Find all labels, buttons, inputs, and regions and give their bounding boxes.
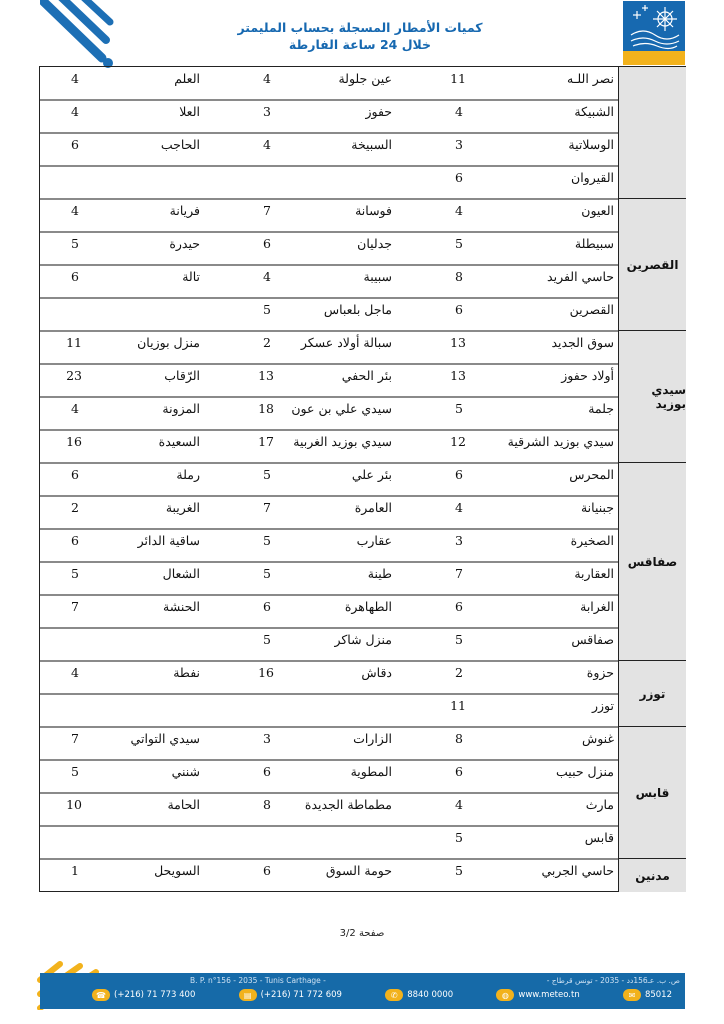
station-name: السعيدة: [158, 434, 200, 449]
contact-sms: [623, 989, 672, 1001]
table-row: [40, 496, 618, 529]
table-row: [40, 166, 618, 199]
station-name: حيدرة: [169, 236, 200, 251]
logo-emblem-icon: [623, 1, 685, 51]
rainfall-value: 7: [71, 731, 79, 746]
station-name: المطوية: [350, 764, 392, 779]
rainfall-value: 5: [71, 566, 79, 581]
rainfall-value: 5: [71, 236, 79, 251]
table-row: [40, 529, 618, 562]
rainfall-value: 18: [258, 401, 274, 416]
governorate-cell: [619, 727, 686, 859]
station-name: سيدي بوزيد الشرقية: [507, 434, 614, 449]
contact-text: 85012: [644, 990, 672, 1000]
station-name: الطهاهرة: [344, 599, 392, 614]
rainfall-value: 5: [263, 302, 271, 317]
table-row: [40, 199, 618, 232]
station-name: القصرين: [569, 302, 614, 317]
rainfall-value: 2: [455, 665, 463, 680]
governorate-cell: [619, 661, 686, 727]
station-name: مطماطة الجديدة: [304, 797, 392, 812]
rainfall-value: 6: [71, 533, 79, 548]
station-name: المزونة: [162, 401, 200, 416]
fax-icon: ▤: [239, 989, 257, 1001]
station-name: المحرس: [569, 467, 614, 482]
station-name: حفوز: [365, 104, 392, 119]
table-row: [40, 859, 618, 892]
station-name: سيدي علي بن عون: [291, 401, 392, 416]
station-name: تالة: [182, 269, 200, 284]
station-name: شنني: [171, 764, 200, 779]
station-name: حاسي الجربي: [541, 863, 614, 878]
rainfall-value: 6: [455, 599, 463, 614]
station-name: منزل حبيب: [556, 764, 614, 779]
rainfall-value: 6: [263, 236, 271, 251]
station-name: الشعال: [162, 566, 200, 581]
governorate-name: صفاقس: [627, 554, 678, 569]
rainfall-value: 5: [263, 632, 271, 647]
governorate-cell: [619, 463, 686, 661]
rainfall-value: 5: [455, 236, 463, 251]
rainfall-value: 5: [455, 401, 463, 416]
station-name: فريانة: [169, 203, 200, 218]
rainfall-value: 6: [263, 863, 271, 878]
table-row: [40, 661, 618, 694]
rainfall-value: 4: [71, 104, 79, 119]
rainfall-value: 11: [450, 71, 466, 86]
table-row: [40, 331, 618, 364]
rainfall-value: 13: [450, 335, 466, 350]
rainfall-value: 4: [71, 71, 79, 86]
rainfall-value: 6: [455, 467, 463, 482]
rainfall-value: 4: [263, 71, 271, 86]
governorate-cell: [619, 67, 686, 199]
footer-address: [190, 976, 680, 985]
contact-phone: [92, 989, 195, 1001]
rainfall-value: 4: [455, 500, 463, 515]
station-name: أولاد حفوز: [561, 368, 614, 383]
station-name: نصر اللـه: [567, 71, 614, 86]
rainfall-value: 5: [455, 863, 463, 878]
rainfall-value: 4: [455, 104, 463, 119]
station-name: قابس: [584, 830, 614, 845]
rainfall-value: 4: [71, 665, 79, 680]
station-name: الغريبة: [165, 500, 200, 515]
rainfall-value: 4: [263, 269, 271, 284]
station-name: ساقية الدائر: [137, 533, 200, 548]
footer-contacts: [92, 989, 672, 1001]
rainfall-value: 3: [455, 533, 463, 548]
rainfall-value: 3: [455, 137, 463, 152]
rainfall-value: 13: [450, 368, 466, 383]
governorate-column: [618, 67, 686, 891]
rainfall-value: 8: [263, 797, 271, 812]
station-name: نفطة: [173, 665, 200, 680]
station-name: جدليان: [357, 236, 392, 251]
rainfall-value: 2: [71, 500, 79, 515]
governorate-cell: [619, 859, 686, 892]
table-row: [40, 826, 618, 859]
station-name: حاسي الفريد: [547, 269, 614, 284]
rainfall-value: 4: [455, 797, 463, 812]
station-name: الزارات: [353, 731, 392, 746]
station-name: عين جلولة: [338, 71, 392, 86]
rainfall-value: 8: [455, 731, 463, 746]
rainfall-value: 6: [71, 269, 79, 284]
rainfall-value: 6: [71, 137, 79, 152]
table-row: [40, 100, 618, 133]
station-name: العلا: [179, 104, 200, 119]
logo-band: [623, 51, 685, 65]
rainfall-value: 3: [263, 104, 271, 119]
page-number: صفحة 3/2: [339, 928, 385, 939]
station-name: الحنشة: [163, 599, 200, 614]
rainfall-value: 5: [263, 533, 271, 548]
table-row: [40, 595, 618, 628]
station-name: العقاربة: [574, 566, 614, 581]
table-row: [40, 67, 618, 100]
station-name: الغرابة: [580, 599, 614, 614]
table-row: [40, 133, 618, 166]
phone-icon: ☎: [92, 989, 110, 1001]
rainfall-value: 4: [71, 203, 79, 218]
phone-call-icon: ✆: [385, 989, 403, 1001]
station-name: بئر الحفي: [341, 368, 392, 383]
station-name: الرّقاب: [164, 368, 200, 383]
station-name: حومة السوق: [325, 863, 392, 878]
page-title: كميات الأمطار المسجلة بحساب المليمتر: [237, 20, 483, 35]
contact-text: (+216) 71 773 400: [114, 990, 196, 1000]
governorate-name: توزر: [639, 686, 666, 701]
station-name: الشبيكة: [574, 104, 614, 119]
footer-address-fr: B. P. n°156 - 2035 - Tunis Carthage -: [190, 976, 326, 985]
station-name: سيدي التواتي: [130, 731, 200, 746]
rainfall-value: 12: [450, 434, 466, 449]
rainfall-value: 6: [455, 302, 463, 317]
table-row: [40, 562, 618, 595]
rainfall-value: 5: [455, 830, 463, 845]
rainfall-value: 6: [263, 764, 271, 779]
governorate-name: مدنين: [635, 868, 670, 883]
rainfall-value: 16: [258, 665, 274, 680]
rainfall-value: 3: [263, 731, 271, 746]
rainfall-value: 6: [455, 170, 463, 185]
table-row: [40, 463, 618, 496]
station-name: بئر علي: [351, 467, 392, 482]
rainfall-value: 16: [66, 434, 82, 449]
contact-text: 8840 0000: [407, 990, 454, 1000]
contact-hotline: [385, 989, 453, 1001]
rainfall-value: 4: [71, 401, 79, 416]
station-name: طينة: [367, 566, 392, 581]
station-name: جبنيانة: [580, 500, 614, 515]
table-row: [40, 628, 618, 661]
station-name: مارث: [585, 797, 614, 812]
institute-logo: [623, 1, 685, 65]
table-row: [40, 727, 618, 760]
station-name: القيروان: [571, 170, 614, 185]
rainfall-value: 23: [66, 368, 82, 383]
station-name: منزل بوزيان: [137, 335, 200, 350]
station-name: الوسلاتية: [568, 137, 614, 152]
contact-fax: [239, 989, 342, 1001]
sms-icon: ✉: [623, 989, 641, 1001]
rainfall-value: 17: [258, 434, 274, 449]
rainfall-value: 10: [66, 797, 82, 812]
station-name: فوسانة: [355, 203, 392, 218]
rainfall-value: 5: [71, 764, 79, 779]
rainfall-value: 6: [263, 599, 271, 614]
table-row: [40, 793, 618, 826]
station-name: ماجل بلعباس: [323, 302, 392, 317]
header-stripes-decoration: [40, 0, 120, 68]
station-name: السبيخة: [351, 137, 392, 152]
station-name: صفاقس: [571, 632, 614, 647]
rainfall-value: 7: [263, 500, 271, 515]
page-subtitle: خلال 24 ساعة الفارطة: [288, 37, 432, 52]
station-name: السويحل: [154, 863, 200, 878]
footer-address-ar: ص. ب. عـ156دد - 2035 - تونس قرطاج -: [546, 976, 680, 985]
table-row: [40, 298, 618, 331]
rainfall-value: 7: [71, 599, 79, 614]
table-row: [40, 265, 618, 298]
rainfall-value: 6: [71, 467, 79, 482]
contact-text: (+216) 71 772 609: [260, 990, 342, 1000]
station-name: جلمة: [588, 401, 614, 416]
globe-icon: ◍: [496, 989, 514, 1001]
table-row: [40, 364, 618, 397]
station-name: الصخيرة: [570, 533, 614, 548]
station-name: العلم: [174, 71, 200, 86]
station-name: دقاش: [361, 665, 392, 680]
station-name: سبالة أولاد عسكر: [300, 335, 392, 350]
governorate-name: قابس: [635, 785, 670, 800]
rainfall-value: 5: [263, 566, 271, 581]
station-name: سبيطلة: [574, 236, 614, 251]
station-name: سيدي بوزيد الغربية: [293, 434, 392, 449]
station-name: غنوش: [581, 731, 614, 746]
station-name: سوق الجديد: [551, 335, 614, 350]
governorate-cell: [619, 331, 686, 463]
table-row: [40, 430, 618, 463]
rainfall-table: [39, 66, 686, 892]
contact-website: [496, 989, 579, 1001]
station-name: عقارب: [356, 533, 392, 548]
station-name: حزوة: [586, 665, 614, 680]
rainfall-value: 7: [455, 566, 463, 581]
station-name: العامرة: [354, 500, 392, 515]
governorate-name: القصرين: [626, 257, 679, 272]
station-name: الحامة: [167, 797, 200, 812]
table-row: [40, 760, 618, 793]
rainfall-value: 1: [71, 863, 79, 878]
rainfall-value: 4: [455, 203, 463, 218]
station-name: الحاجب: [160, 137, 200, 152]
rainfall-value: 11: [66, 335, 82, 350]
station-name: سبيبة: [363, 269, 392, 284]
table-row: [40, 397, 618, 430]
table-row: [40, 694, 618, 727]
rainfall-value: 7: [263, 203, 271, 218]
rainfall-value: 11: [450, 698, 466, 713]
table-row: [40, 232, 618, 265]
rainfall-value: 8: [455, 269, 463, 284]
rainfall-value: 13: [258, 368, 274, 383]
rainfall-value: 2: [263, 335, 271, 350]
rainfall-value: 4: [263, 137, 271, 152]
rainfall-value: 5: [455, 632, 463, 647]
station-name: توزر: [591, 698, 614, 713]
rainfall-value: 6: [455, 764, 463, 779]
station-name: العيون: [581, 203, 614, 218]
rainfall-value: 5: [263, 467, 271, 482]
governorate-name: سيدي بوزيد: [651, 382, 686, 411]
station-name: رملة: [176, 467, 200, 482]
contact-text: www.meteo.tn: [518, 990, 580, 1000]
station-name: منزل شاكر: [334, 632, 392, 647]
governorate-cell: [619, 199, 686, 331]
